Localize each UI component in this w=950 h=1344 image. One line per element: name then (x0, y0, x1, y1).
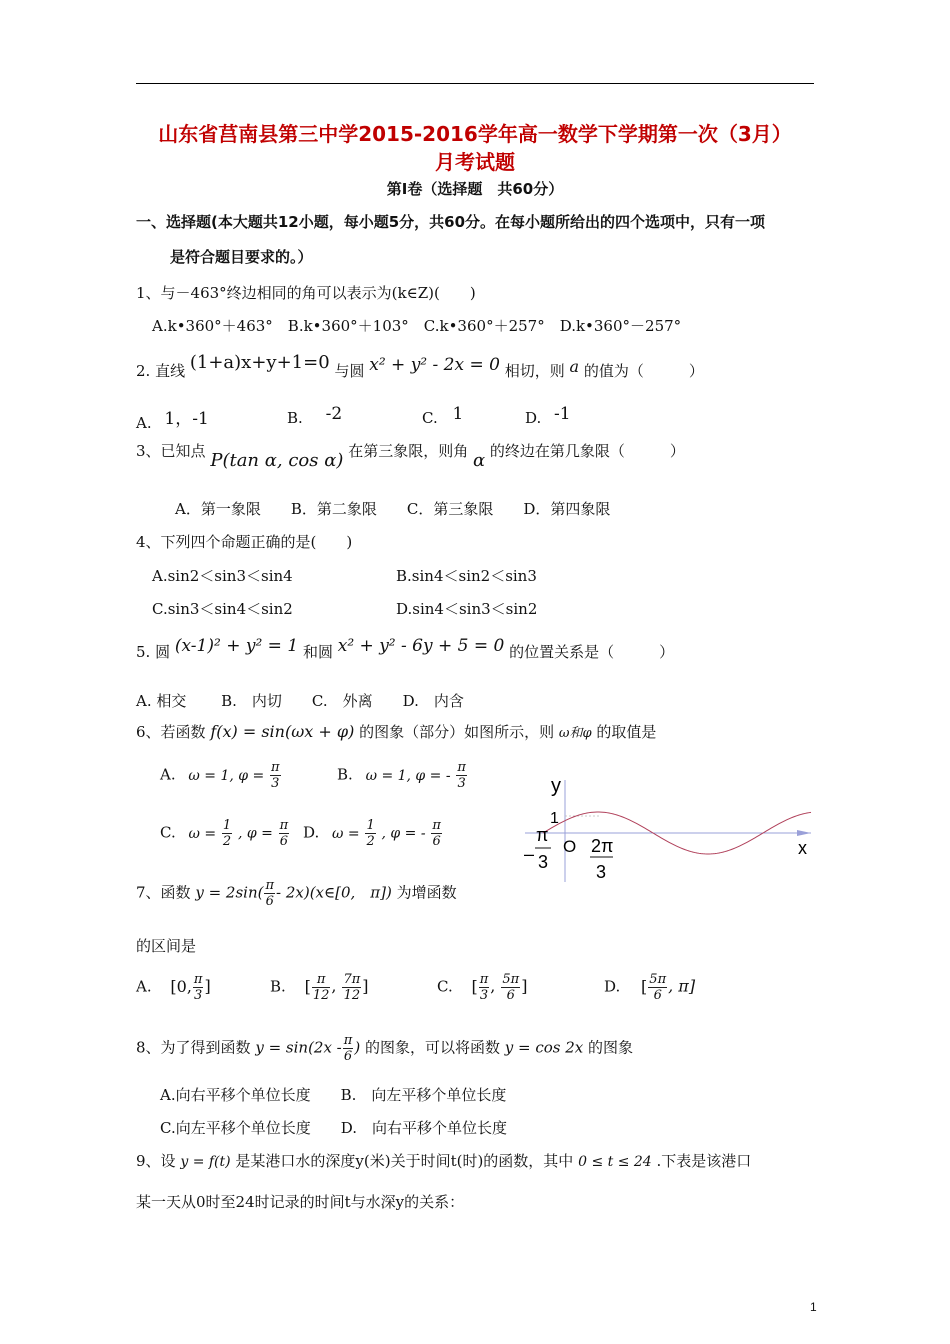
q7-head: 7、函数 (136, 883, 191, 902)
q7-option-b-fraction-1: $\frac{\pi}{12}$ (312, 972, 330, 1003)
q6-option-c-fraction-2: $\frac{\pi}{6}$ (279, 818, 289, 849)
q7-option-d-fraction: $\frac{5\pi}{6}$ (649, 972, 667, 1003)
q2-tail-text-2: 的值为（ ） (583, 362, 704, 380)
q2-option-a (136, 408, 209, 433)
q3-point: P(tan α, cos α) (210, 450, 344, 471)
q6-stem (136, 721, 656, 742)
q2-stem (136, 352, 704, 381)
q6-option-b-label: B. (337, 765, 353, 784)
q8-func-lhs: y = sin(2x - (255, 1038, 342, 1057)
q2-option-d-value: -1 (554, 404, 571, 424)
q4-stem: 4、下列四个命题正确的是( ) (136, 533, 353, 551)
top-rule (136, 83, 814, 84)
q7-option-a (136, 972, 211, 1003)
q5-options: A. 相交 B. 内切 C. 外离 D. 内含 (136, 692, 464, 710)
graph-origin-label: O (563, 837, 577, 856)
title-line-1: 山东省莒南县第三中学2015-2016学年高一数学下学期第一次（3月） (158, 122, 792, 146)
q6-tail: 的图象（部分）如图所示，则 (359, 723, 555, 741)
q2-option-c (422, 404, 464, 428)
q1-options: A.k•360°＋463° B.k•360°＋103° C.k•360°＋257° D.k•360°－257° (152, 317, 682, 335)
part1-instructions-line2: 是符合题目要求的。） (170, 248, 313, 266)
q7-line-2: 的区间是 (136, 937, 197, 955)
q6-option-d-fraction-1: $\frac{1}{2}$ (366, 818, 375, 849)
q6-option-d (303, 818, 443, 849)
q5-mid: 和圆 (302, 643, 333, 661)
q7-option-b-post: ] (362, 976, 369, 996)
q7-option-d-post: , π] (668, 976, 696, 996)
q6-option-b-lhs: ω = 1, φ = - (365, 767, 451, 784)
q6-tail-2: 的取值是 (596, 723, 657, 741)
q7-option-d-label: D. (604, 977, 621, 996)
q3-stem (136, 440, 685, 471)
q6-option-b-fraction: $\frac{\pi}{3}$ (457, 760, 466, 791)
q2-option-b (287, 404, 343, 428)
q6-option-d-mid: , φ = - (381, 825, 426, 842)
q7-option-a-label: A. (136, 977, 152, 996)
q3-variable: α (472, 450, 486, 471)
q3-head: 3、已知点 (136, 442, 206, 460)
q8-options-row-1: A.向右平移个单位长度 B. 向左平移个单位长度 (160, 1086, 507, 1104)
q5-stem (136, 636, 675, 662)
graph-two-pi-num: 2π (591, 836, 614, 856)
q6-option-c-lhs: ω = (188, 825, 217, 842)
q8-func-rhs: ) (354, 1038, 361, 1057)
q2-option-d (525, 404, 571, 428)
q3-tail: 的终边在第几象限（ ） (489, 442, 685, 460)
graph-neg-pi-den: 3 (538, 852, 549, 872)
q6-option-c-mid: , φ = (237, 825, 273, 842)
q6-option-d-label: D. (303, 823, 320, 842)
q2-line-equation: (1+a)x+y+1=0 (189, 352, 330, 373)
q9-head: 9、设 (136, 1152, 176, 1170)
q6-option-c (160, 818, 290, 849)
q7-option-c-fraction-2: $\frac{5\pi}{6}$ (502, 972, 520, 1003)
q7-option-c (437, 972, 527, 1003)
q7-option-b-pre: [ (304, 976, 311, 996)
graph-neg-sign: – (524, 844, 535, 864)
q3-mid: 在第三象限，则角 (348, 442, 469, 460)
q7-option-b-fraction-2: $\frac{7\pi}{12}$ (343, 972, 361, 1003)
q8-mid: 的图象，可以将函数 (364, 1038, 500, 1057)
q2-variable: a (569, 357, 580, 376)
x-axis-arrow-icon (797, 830, 811, 836)
q9-range: 0 ≤ t ≤ 24 (578, 1154, 652, 1170)
q2-num: 2. 直线 (136, 362, 186, 380)
q6-option-b (337, 760, 468, 791)
q2-option-a-value: 1，-1 (164, 409, 209, 429)
q7-option-b-label: B. (270, 977, 286, 996)
graph-one-label: 1 (550, 810, 559, 827)
q7-tail: 为增函数 (396, 883, 457, 902)
q6-function: f(x) = sin(ωx + φ) (210, 722, 355, 741)
q7-func-rhs: - 2x)(x∈[0, π]) (276, 883, 392, 902)
graph-x-label: x (798, 838, 807, 858)
q6-option-a-label: A. (160, 765, 176, 784)
q6-option-a (160, 760, 282, 791)
q2-option-d-label: D. (525, 409, 542, 427)
q8-options-row-2: C.向左平移个单位长度 D. 向右平移个单位长度 (160, 1119, 507, 1137)
graph-neg-pi-num: π (536, 825, 549, 845)
q7-option-b (270, 972, 369, 1003)
q4-option-d: D.sin4＜sin3＜sin2 (396, 600, 538, 618)
q7-option-a-pre: [0, (170, 976, 192, 996)
q9-function: y = f(t) (180, 1154, 231, 1170)
q7-option-c-pre: [ (471, 976, 478, 996)
q9-stem (136, 1150, 751, 1171)
q4-option-a: A.sin2＜sin3＜sin4 (152, 567, 293, 585)
q5-tail: 的位置关系是（ ） (509, 643, 675, 661)
q2-option-b-label: B. (287, 409, 303, 427)
q1-stem: 1、与－463°终边相同的角可以表示为(k∈Z)( ) (136, 284, 476, 302)
q3-options: A．第一象限 B．第二象限 C．第三象限 D．第四象限 (175, 500, 611, 518)
q8-fraction: $\frac{\pi}{6}$ (343, 1033, 353, 1064)
q5-head: 5. 圆 (136, 643, 171, 661)
q7-fraction: $\frac{\pi}{6}$ (265, 878, 275, 909)
q7-option-c-mid: , (490, 976, 496, 996)
q2-option-b-value: -2 (325, 404, 343, 424)
q6-option-c-fraction-1: $\frac{1}{2}$ (222, 818, 232, 849)
q6-vars: ω和φ (558, 726, 592, 741)
q7-option-a-fraction: $\frac{\pi}{3}$ (193, 972, 203, 1003)
q6-option-d-fraction-2: $\frac{\pi}{6}$ (432, 818, 441, 849)
q8-tail: 的图象 (588, 1038, 634, 1057)
q2-option-c-value: 1 (452, 404, 464, 424)
q7-option-d (604, 972, 695, 1003)
q5-circle-1: (x-1)² + y² = 1 (174, 636, 299, 656)
q6-head: 6、若函数 (136, 723, 206, 741)
q8-head: 8、为了得到函数 (136, 1038, 251, 1057)
q6-option-a-fraction: $\frac{\pi}{3}$ (271, 760, 280, 791)
q2-mid-text: 与圆 (334, 362, 365, 380)
q7-option-d-pre: [ (641, 976, 648, 996)
q6-option-d-lhs: ω = (332, 825, 360, 842)
q2-tail-text: 相切，则 (504, 362, 565, 380)
graph-two-pi-den: 3 (596, 862, 607, 882)
q7-option-b-mid: , (331, 976, 337, 996)
q9-tail: .下表是该港口 (656, 1152, 752, 1170)
q7-stem (136, 878, 457, 909)
title-line-2: 月考试题 (435, 150, 515, 174)
q7-option-c-fraction-1: $\frac{\pi}{3}$ (479, 972, 489, 1003)
q9-mid: 是某港口水的深度y(米)关于时间t(时)的函数，其中 (235, 1152, 574, 1170)
q7-option-a-post: ] (204, 976, 211, 996)
q7-option-c-post: ] (521, 976, 528, 996)
q4-option-b: B.sin4＜sin2＜sin3 (396, 567, 537, 585)
q2-circle-equation: x² + y² - 2x = 0 (369, 355, 500, 375)
q7-func-lhs: y = 2sin( (195, 883, 264, 902)
q4-option-c: C.sin3＜sin4＜sin2 (152, 600, 293, 618)
q9-line-2: 某一天从0时至24时记录的时间t与水深y的关系： (136, 1193, 465, 1211)
part1-instructions-line1: 一、选择题(本大题共12小题，每小题5分，共60分。在每小题所给出的四个选项中，只有一项 (136, 213, 766, 231)
section-header: 第I卷（选择题 共60分） (386, 180, 564, 198)
q6-sine-graph (515, 770, 815, 885)
q7-option-c-label: C. (437, 977, 453, 996)
q5-circle-2: x² + y² - 6y + 5 = 0 (337, 636, 505, 656)
q2-option-a-label: A. (136, 414, 152, 432)
q8-stem (136, 1033, 633, 1064)
q6-option-a-lhs: ω = 1, φ = (188, 767, 265, 784)
graph-y-label: y (551, 775, 561, 797)
page-number: 1 (810, 1300, 817, 1314)
q6-option-c-label: C. (160, 823, 176, 842)
q8-func-2: y = cos 2x (504, 1038, 584, 1057)
q2-option-c-label: C. (422, 409, 438, 427)
